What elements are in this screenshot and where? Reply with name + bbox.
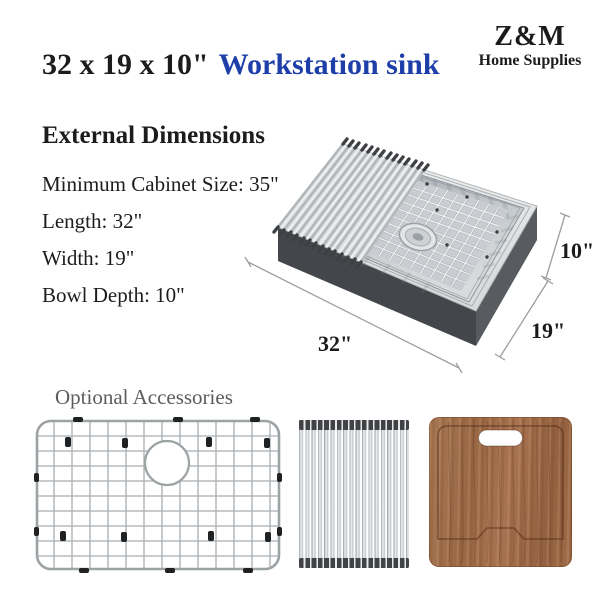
accessory-cutting-board: [429, 417, 572, 567]
title-product-name: Workstation sink: [218, 48, 440, 81]
accessories-heading: Optional Accessories: [55, 385, 233, 409]
external-dimensions-heading: External Dimensions: [42, 122, 265, 149]
sink-illustration: [230, 105, 600, 380]
rack-rods: [299, 420, 409, 568]
rack-bottom-caps: [299, 558, 409, 568]
dim-label-length: 32": [318, 331, 353, 356]
brand-tagline: Home Supplies: [478, 52, 582, 69]
dim-label-depth: 10": [560, 238, 595, 263]
accessory-bottom-grid: [33, 417, 283, 573]
board-handle-hole: [479, 430, 523, 446]
spec-min-cabinet-size: Minimum Cabinet Size: 35": [42, 172, 279, 196]
grid-drain-opening: [145, 441, 189, 485]
title-dimensions: 32 x 19 x 10": [42, 48, 209, 81]
spec-bowl-depth: Bowl Depth: 10": [42, 283, 185, 307]
spec-width: Width: 19": [42, 246, 135, 270]
cutting-board-details: [429, 417, 572, 567]
rack-top-caps: [299, 420, 409, 430]
page-title: [42, 48, 440, 82]
spec-length: Length: 32": [42, 209, 143, 233]
accessory-roll-up-rack: [299, 420, 409, 568]
brand-name: Z&M: [494, 21, 566, 52]
brand-logo: [462, 22, 598, 69]
dim-label-width: 19": [531, 318, 566, 343]
